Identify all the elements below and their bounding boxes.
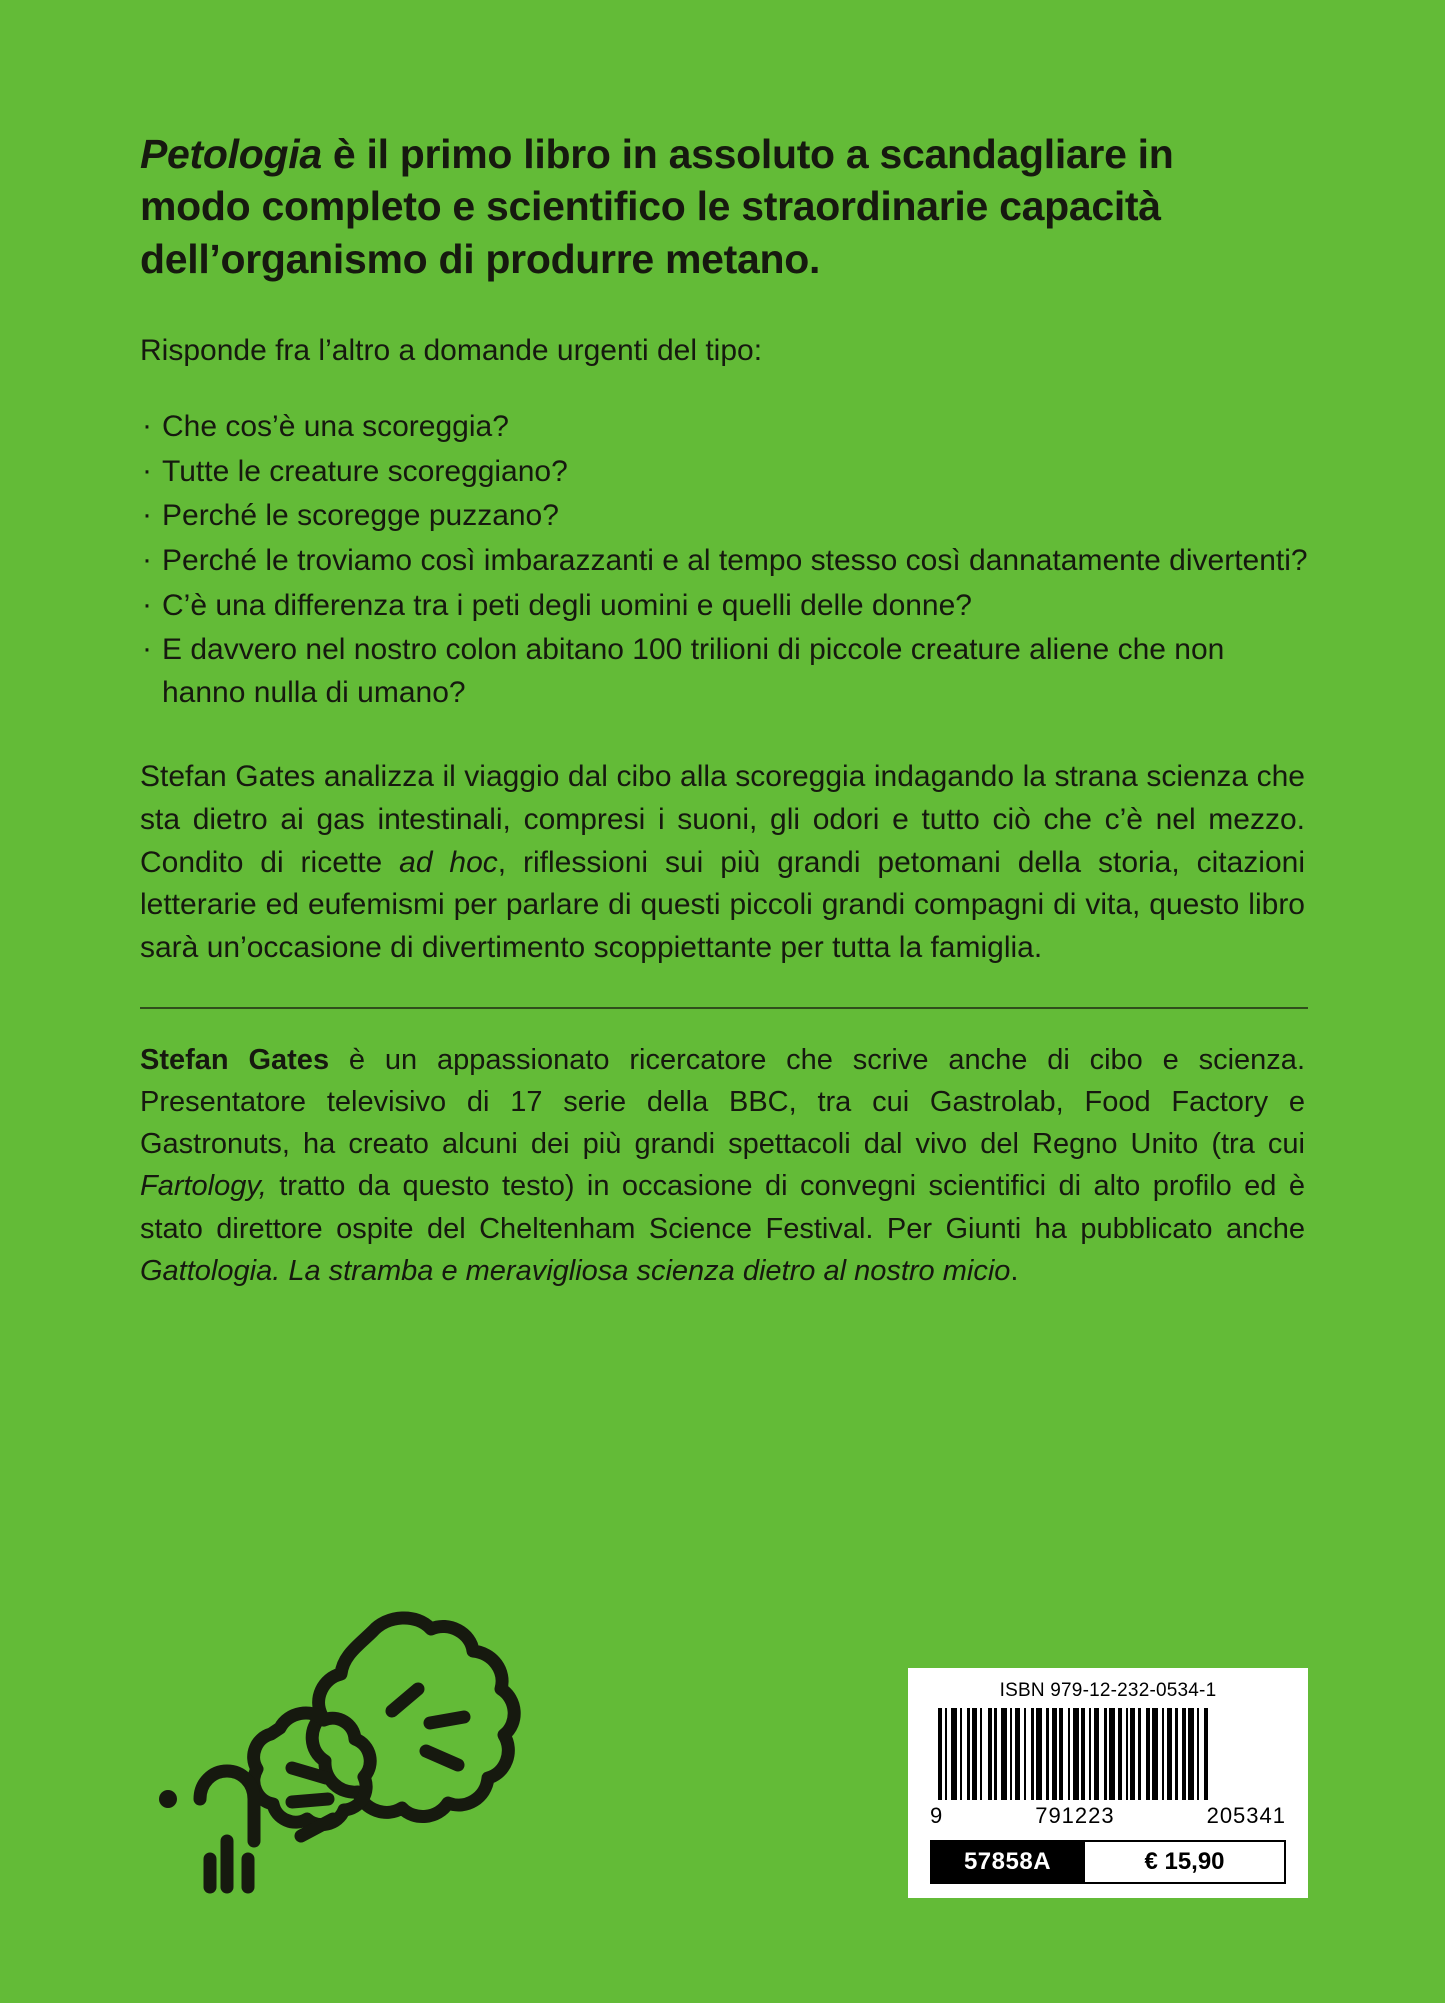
barcode-digits — [930, 1803, 1286, 1829]
list-item: · Tutte le creature scoreggiano? — [140, 451, 1308, 494]
description-italic-1: ad hoc — [399, 845, 498, 879]
cover-text-block — [140, 128, 1308, 1292]
headline-rest: è il primo libro in assoluto a scandagliare in modo completo e scientifico le straordinarie capacità dell’organismo di produrre metano. — [140, 131, 1174, 282]
barcode-digit-mid: 791223 — [1035, 1803, 1115, 1828]
product-code: 57858A — [930, 1840, 1085, 1884]
fart-cloud-icon — [130, 1603, 560, 1903]
author-name: Stefan Gates — [140, 1044, 330, 1077]
intro-line: Risponde fra l’altro a domande urgenti del tipo: — [140, 334, 763, 368]
isbn-label: ISBN 979-12-232-0534-1 — [999, 1680, 1217, 1701]
price-row — [930, 1840, 1286, 1884]
description-part-2: , riflessioni sui più grandi petomani della storia, citazioni letterarie ed eufemismi per parlare di questi piccoli grandi compagni di vita, questo libro sarà un’occasione di divertimento scoppiettante per tutta la famiglia. — [140, 845, 1305, 964]
list-item: · Che cos’è una scoreggia? — [140, 406, 1308, 449]
list-item: · Perché le troviamo così imbarazzanti e al tempo stesso così dannatamente divertenti? — [140, 540, 1308, 583]
description-part-1: Stefan Gates analizza il viaggio dal cibo alla scoreggia indagando la strana scienza che sta dietro ai gas intestinali, compresi i suoni, gli odori e tutto ciò che c’è nel mezzo. Condito di ricette — [140, 760, 1305, 879]
divider — [140, 1007, 1308, 1009]
question-list — [140, 406, 1308, 714]
barcode-digit-left: 9 — [930, 1803, 944, 1828]
author-bio — [140, 1039, 1305, 1291]
barcode-digit-right: 205341 — [1206, 1803, 1286, 1828]
bio-part-1: è un appassionato ricercatore che scrive anche di cibo e scienza. Presentatore televisivo di 17 serie della BBC, tra cui Gastrolab, Food Factory e Gastronuts, ha creato alcuni dei più grandi spettacoli dal vivo del Regno Unito (tra cui — [140, 1044, 1305, 1161]
bio-italic-2: Gattologia. La stramba e meravigliosa scienza dietro al nostro micio — [140, 1254, 1011, 1287]
headline — [140, 128, 1260, 285]
description-paragraph — [140, 756, 1305, 969]
bio-part-3: . — [1010, 1254, 1019, 1287]
price-label: € 15,90 — [1085, 1840, 1286, 1884]
list-item: · E davvero nel nostro colon abitano 100 trilioni di piccole creature aliene che non hanno nulla di umano? — [140, 629, 1308, 714]
barcode-bars — [938, 1708, 1278, 1800]
headline-title: Petologia — [140, 131, 322, 177]
bio-part-2: tratto da questo testo) in occasione di convegni scientifici di alto profilo ed è stato direttore ospite del Cheltenham Science Festival. Per Giunti ha pubblicato anche — [140, 1170, 1305, 1245]
barcode-block — [908, 1668, 1308, 1898]
list-item: · Perché le scoregge puzzano? — [140, 495, 1308, 538]
list-item: · C’è una differenza tra i peti degli uomini e quelli delle donne? — [140, 585, 1308, 628]
bio-italic-1: Fartology, — [140, 1170, 267, 1203]
